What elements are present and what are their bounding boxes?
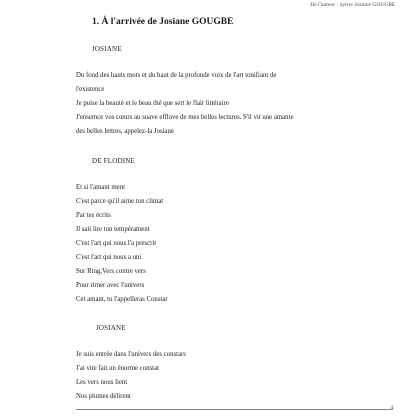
verse-line: C'est l'art qui nous l'a prescrit: [76, 240, 157, 247]
verse-line: C'est l'art qui nous a uni: [76, 254, 142, 261]
section-title: 1. À l'arrivée de Josiane GOUGBE: [92, 17, 234, 27]
speaker-name: JOSIANE: [96, 324, 126, 332]
verse-line: Les vers nous lient: [76, 379, 128, 386]
verse-line: Nos plumes délirent: [76, 393, 131, 400]
verse-line: Je suis entrée dans l'univers des constars: [76, 351, 186, 358]
verse-line: Et si l'amant ment: [76, 184, 125, 191]
verse-line: l'existence: [76, 86, 105, 93]
speaker-name: DE FLODINE: [92, 157, 136, 165]
running-header: De l'auteur : Sylvie Josiane GOUGBE: [310, 2, 395, 8]
verse-line: Par tes écrits: [76, 212, 111, 219]
page-number: 4: [390, 405, 393, 411]
verse-line: C'est parce qu'il aime ton climat: [76, 198, 164, 205]
verse-line: des belles lettres, appelez-la Josiane: [76, 128, 174, 135]
verse-line: J'ai vite fait un énorme constat: [76, 365, 159, 372]
verse-line: J'ensemce vos cœurs au suave effluve de mes belles lectures. S'il vit une amante: [76, 114, 294, 121]
verse-line: Pour rimer avec l'univers: [76, 282, 145, 289]
footer-rule: [76, 409, 393, 410]
verse-line: Je puise la beauté et le beau thé que sert le flair littéraire: [76, 100, 229, 107]
verse-line: Du fond des hauts mots et du haut de la profonde voix de l'art tonifiant de: [76, 72, 277, 79]
verse-line: Il sait lire ton tempérament: [76, 226, 150, 233]
speaker-name: JOSIANE: [92, 45, 122, 53]
verse-line: Cet amant, tu l'appelleras Constar: [76, 296, 168, 303]
verse-line: Sur Ring,Vers contre vers: [76, 268, 146, 275]
